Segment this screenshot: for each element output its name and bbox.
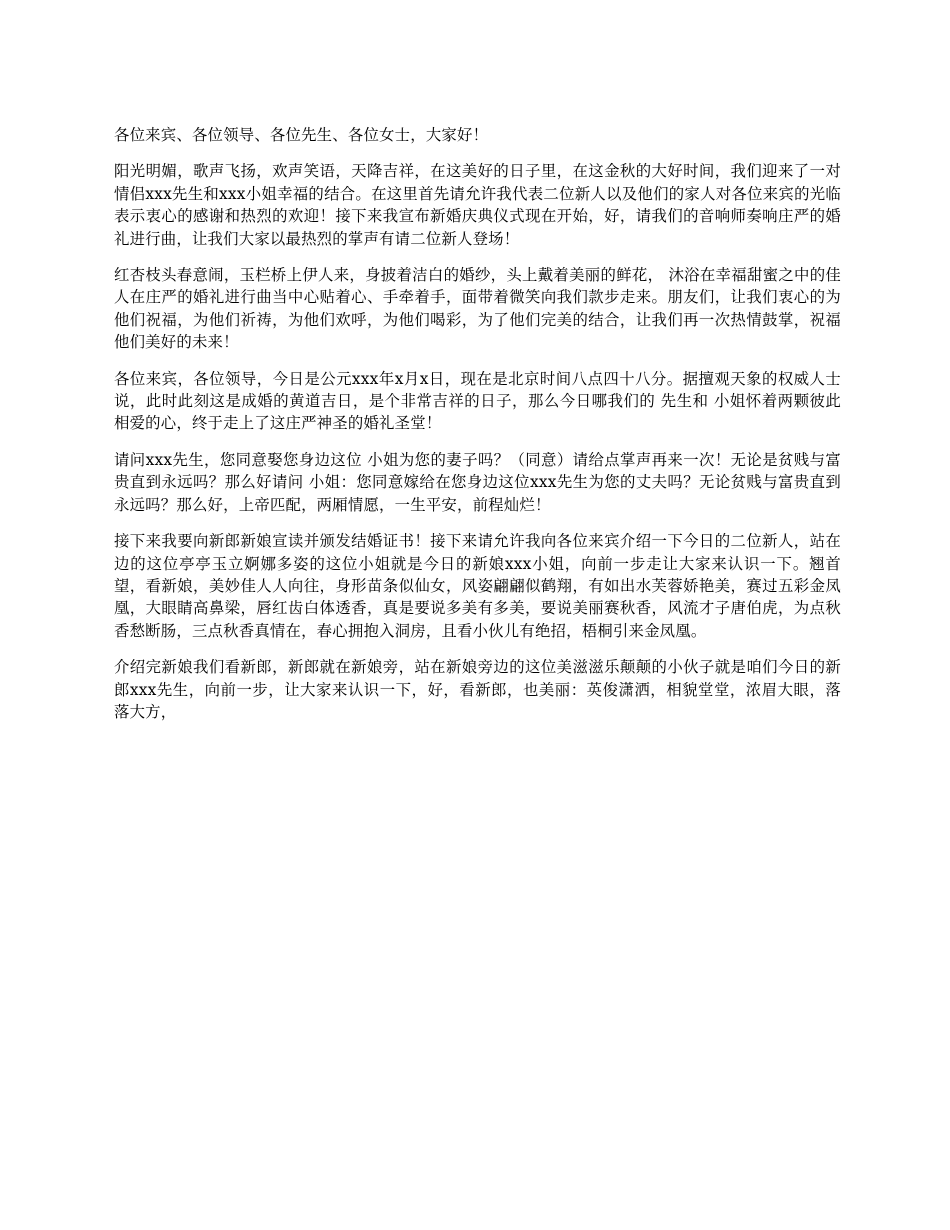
paragraph-greeting: 各位来宾、各位领导、各位先生、各位女士，大家好！ [114,126,489,144]
paragraph-vows: 请问xxx先生，您同意娶您身边这位 小姐为您的妻子吗？（同意）请给点掌声再来一次！无论是贫贱与富贵直到永远吗？那么好请问 小姐：您同意嫁给在您身边这位xxx先生为您的丈夫吗？无论贫贱与富贵直到永远吗？那么好，上帝匹配，两厢情愿，一生平安，前程灿烂！ [114,450,841,514]
paragraph-date: 各位来宾，各位领导，今日是公元xxx年x月x日，现在是北京时间八点四十八分。据擅观天象的权威人士说，此时此刻这是成婚的黄道吉日，是个非常吉祥的日子，那么今日哪我们的 先生和 小姐怀着两颗彼此相爱的心，终于走上了这庄严神圣的婚礼圣堂！ [114,369,841,433]
paragraph-groom-intro: 介绍完新娘我们看新郎，新郎就在新娘旁，站在新娘旁边的这位美滋滋乐颠颠的小伙子就是咱们今日的新郎xxx先生，向前一步，让大家来认识一下，好，看新郎，也美丽：英俊潇洒，相貌堂堂，浓眉大眼，落落大方， [114,658,841,721]
paragraph-bride-intro: 接下来我要向新郎新娘宣读并颁发结婚证书！接下来请允许我向各位来宾介绍一下今日的二位新人，站在 边的这位亭亭玉立婀娜多姿的这位小姐就是今日的新娘xxx小姐，向前一步走让大家来认识一下。翘首望，看新娘，美妙佳人人向往，身形苗条似仙女，风姿翩翩似鹤翔，有如出水芙蓉娇艳美，赛过五彩金凤凰，大眼睛高鼻梁，唇红齿白体透香，真是要说多美有多美，要说美丽赛秋香，风流才子唐伯虎，为点秋香愁断肠，三点秋香真情在，春心拥抱入洞房，且看小伙儿有绝招，梧桐引来金凤凰。 [114,532,841,640]
document-body [114,124,841,737]
paragraph-bride-entrance: 红杏枝头春意闹，玉栏桥上伊人来，身披着洁白的婚纱，头上戴着美丽的鲜花， 沐浴在幸福甜蜜之中的佳人在庄严的婚礼进行曲当中心贴着心、手牵着手，面带着微笑向我们款步走来。朋友们，让我们衷心的为他们祝福，为他们祈祷，为他们欢呼，为他们喝彩，为了他们完美的结合，让我们再一次热情鼓掌，祝福他们美好的未来！ [114,266,841,352]
paragraph-opening: 阳光明媚，歌声飞扬，欢声笑语，天降吉祥，在这美好的日子里，在这金秋的大好时间，我们迎来了一对情侣xxx先生和xxx小姐幸福的结合。在这里首先请允许我代表二位新人以及他们的家人对各位来宾的光临表示衷心的感谢和热烈的欢迎！接下来我宣布新婚庆典仪式现在开始，好，请我们的音响师奏响庄严的婚礼进行曲，让我们大家以最热烈的掌声有请二位新人登场！ [114,162,841,248]
